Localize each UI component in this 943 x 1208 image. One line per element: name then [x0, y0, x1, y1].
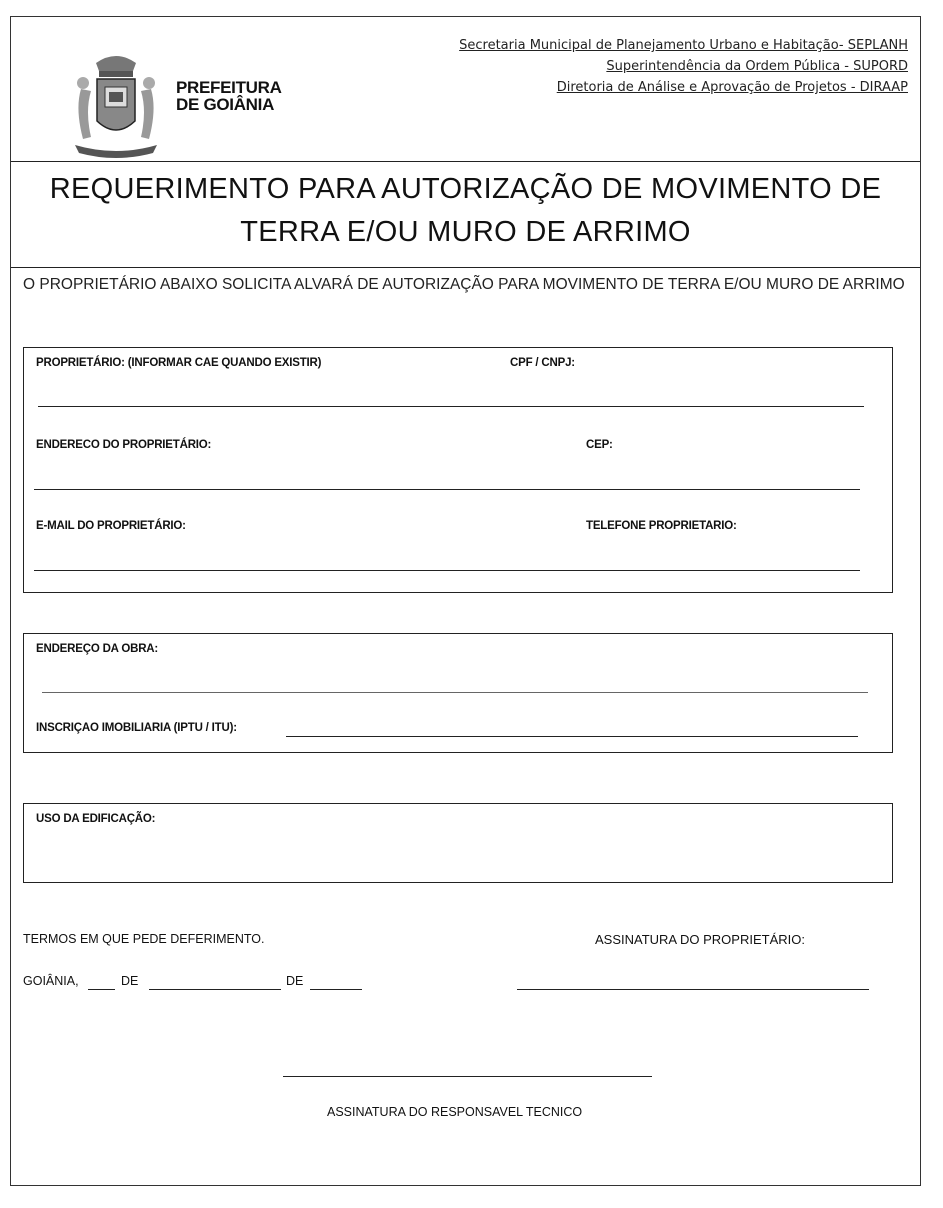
registration-input-line[interactable]	[286, 736, 858, 737]
title-line-1: REQUERIMENTO PARA AUTORIZAÇÃO DE MOVIMENTO DE	[49, 173, 882, 205]
de-label-1: DE	[121, 974, 139, 988]
terms-text: TERMOS EM QUE PEDE DEFERIMENTO.	[23, 932, 265, 946]
email-phone-input-line[interactable]	[34, 570, 860, 571]
registration-label: INSCRIÇAO IMOBILIARIA (IPTU / ITU):	[36, 722, 237, 734]
owner-signature-label: ASSINATURA DO PROPRIETÁRIO:	[595, 932, 805, 947]
title-divider	[11, 267, 920, 268]
usage-box	[23, 803, 893, 883]
form-page	[10, 16, 921, 1186]
tech-signature-label: ASSINATURA DO RESPONSAVEL TECNICO	[327, 1105, 583, 1119]
logo-line-1: PREFEITURA	[176, 78, 282, 97]
day-input-line[interactable]	[88, 989, 115, 990]
department-line-3: Diretoria de Análise e Aprovação de Projetos - DIRAAP	[556, 80, 908, 95]
logo-line-2: DE GOIÂNIA	[176, 95, 275, 114]
phone-label: TELEFONE PROPRIETARIO:	[586, 520, 737, 532]
owner-info-box	[23, 347, 893, 593]
de-label-2: DE	[286, 974, 304, 988]
department-line-2: Superintendência da Ordem Pública - SUPORD	[606, 59, 908, 74]
work-address-label: ENDEREÇO DA OBRA:	[36, 643, 159, 655]
owner-input-line[interactable]	[38, 406, 864, 407]
cpf-label: CPF / CNPJ:	[510, 357, 575, 369]
owner-address-label: ENDERECO DO PROPRIETÁRIO:	[36, 439, 212, 451]
title-line-2: TERRA E/OU MURO DE ARRIMO	[240, 216, 691, 248]
work-info-box	[23, 633, 893, 753]
department-line-1: Secretaria Municipal de Planejamento Urbano e Habitação- SEPLANH	[459, 38, 908, 53]
owner-signature-line[interactable]	[517, 989, 869, 990]
email-label: E-MAIL DO PROPRIETÁRIO:	[36, 520, 186, 532]
work-address-input-line[interactable]	[42, 692, 868, 693]
owner-address-input-line[interactable]	[34, 489, 860, 490]
city-label: GOIÂNIA,	[23, 974, 79, 988]
cep-label: CEP:	[586, 439, 613, 451]
header-divider	[11, 161, 920, 162]
city-coat-of-arms-logo	[61, 49, 171, 161]
owner-label: PROPRIETÁRIO: (INFORMAR CAE QUANDO EXISTIR)	[36, 357, 322, 369]
year-input-line[interactable]	[310, 989, 362, 990]
month-input-line[interactable]	[149, 989, 281, 990]
usage-label: USO DA EDIFICAÇÃO:	[36, 813, 156, 825]
tech-signature-line[interactable]	[283, 1076, 652, 1077]
logo-text	[176, 79, 282, 113]
intro-text: O PROPRIETÁRIO ABAIXO SOLICITA ALVARÁ DE AUTORIZAÇÃO PARA MOVIMENTO DE TERRA E/OU MURO DE ARRIMO	[23, 276, 905, 293]
